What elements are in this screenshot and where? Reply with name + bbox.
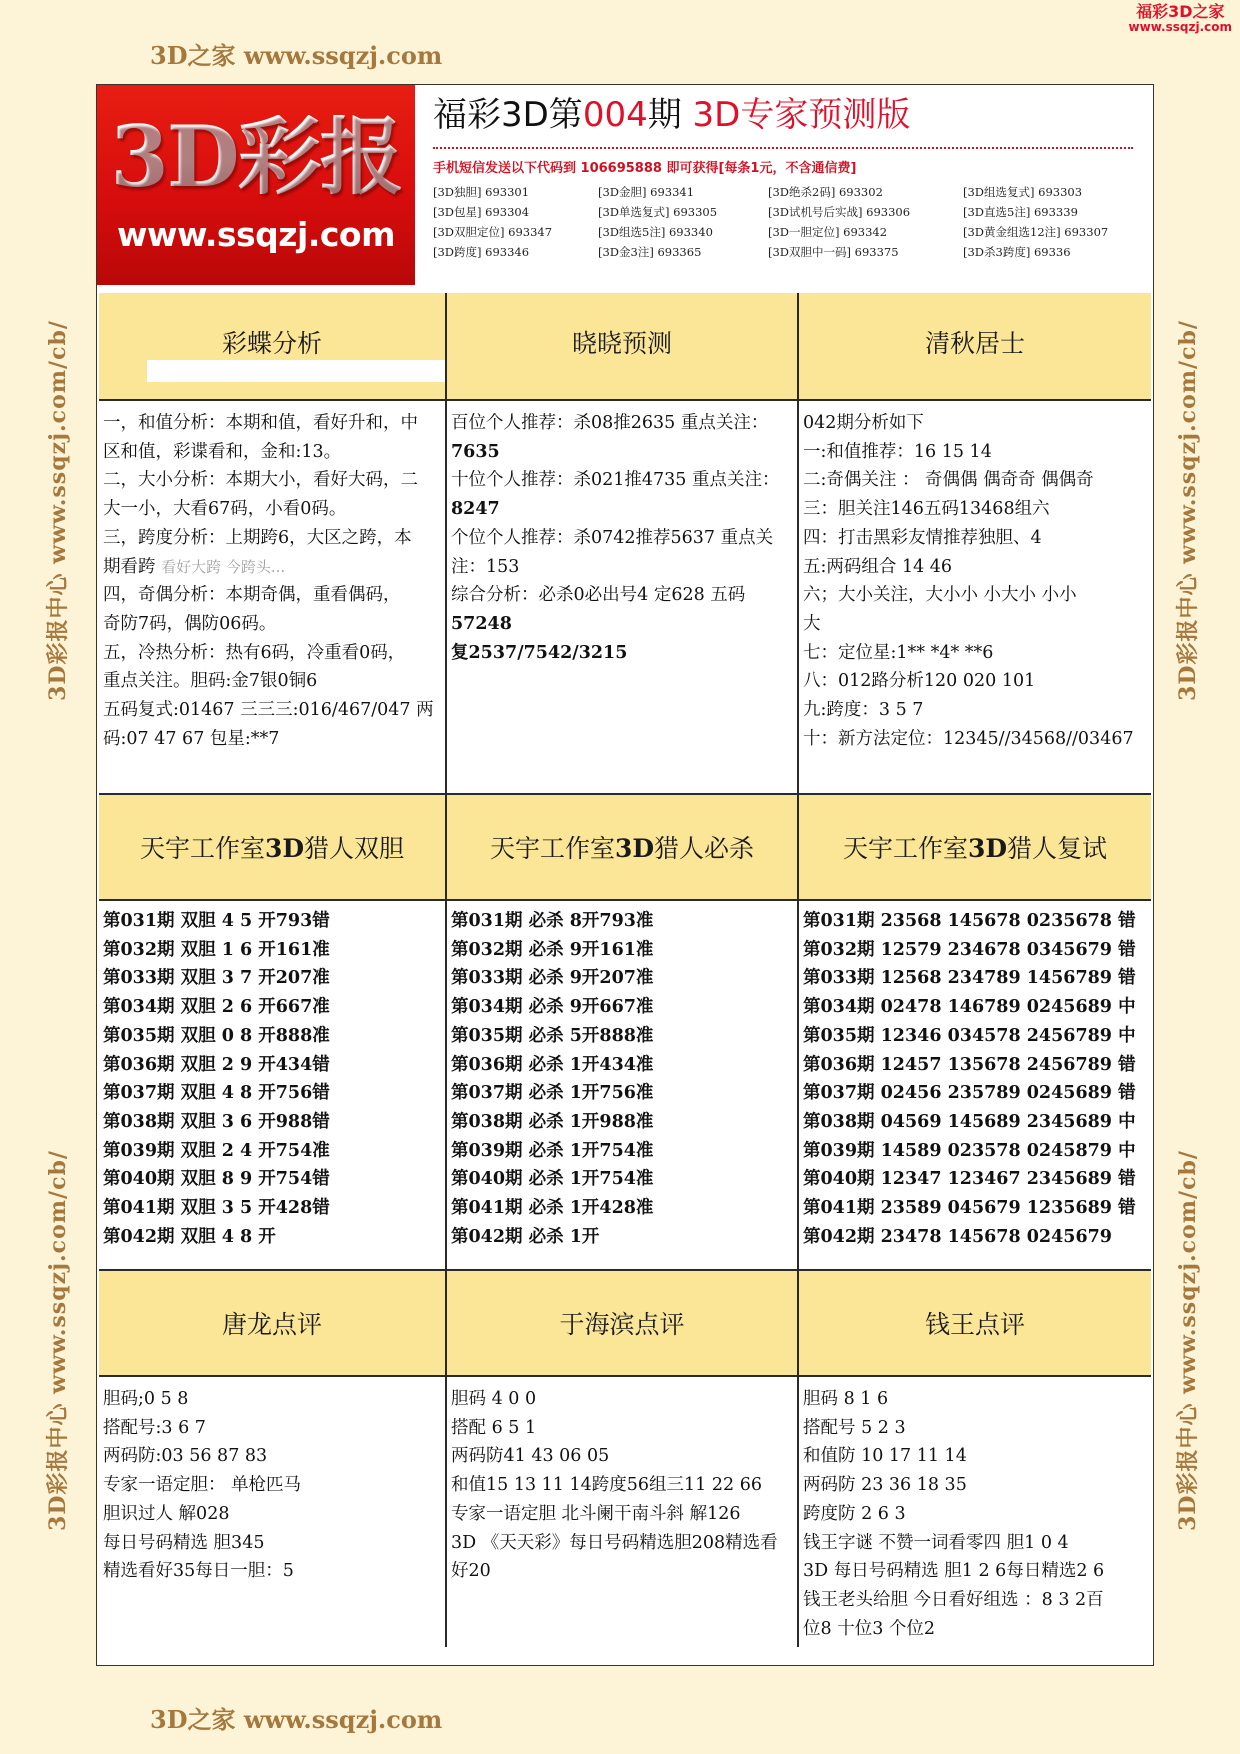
text-line: 一，和值分析：本期和值，看好升和，中 bbox=[103, 413, 418, 433]
side-watermark-left-upper bbox=[36, 250, 76, 770]
section-title: 清秋居士 bbox=[924, 329, 1025, 358]
text-line: 7635 bbox=[451, 441, 500, 462]
brand-url: www.ssqzj.com bbox=[117, 215, 395, 254]
section-body-qianwang bbox=[797, 1377, 1151, 1647]
section-body-qingqiu bbox=[797, 401, 1151, 793]
table-row: 第041期 双胆 3 5 开428错 bbox=[103, 1198, 330, 1219]
section-title: 钱王点评 bbox=[924, 1310, 1025, 1339]
section-body-shuangdan bbox=[99, 901, 445, 1269]
text-line: 三：胆关注146五码13468组六 bbox=[803, 499, 1050, 520]
section-header-qingqiu bbox=[797, 293, 1151, 401]
section-title: 彩蝶分析 bbox=[221, 329, 322, 358]
table-row: 第034期 02478 146789 0245689 中 bbox=[803, 997, 1136, 1018]
text-line: 钱王老头给胆 今日看好组选 ：8 3 2百 bbox=[803, 1589, 1104, 1610]
section-body-fushi bbox=[797, 901, 1151, 1269]
edition-label: 3D专家预测版 bbox=[692, 95, 911, 135]
corner-logo-title: 福彩3D之家 bbox=[1136, 2, 1225, 21]
section-header-qianwang bbox=[797, 1269, 1151, 1377]
section-header-xiaoxiao bbox=[445, 293, 797, 401]
text-line: 五:两码组合 14 46 bbox=[803, 556, 953, 577]
text-line: 个位个人推荐：杀0742推荐5637 重点关 bbox=[451, 527, 774, 548]
table-row: 第036期 12457 135678 2456789 错 bbox=[803, 1054, 1136, 1075]
sms-code: [3D黄金组选12注] 693307 bbox=[963, 225, 1109, 239]
table-row: 第038期 04569 145689 2345689 中 bbox=[803, 1111, 1136, 1132]
text-line: 七：定位星:1** *4* **6 bbox=[803, 642, 994, 663]
text-line: 57248 bbox=[451, 613, 512, 634]
text-line: 奇防7码，偶防06码。 bbox=[103, 613, 277, 634]
text-line: 搭配 6 5 1 bbox=[451, 1417, 537, 1438]
text-line: 八：012路分析120 020 101 bbox=[803, 671, 1036, 692]
corner-logo bbox=[1129, 4, 1232, 33]
brand-title: 3D彩报 bbox=[97, 115, 415, 199]
brand-block bbox=[97, 85, 415, 285]
section-header-caidie bbox=[99, 293, 445, 401]
text-line: 042期分析如下 bbox=[803, 413, 924, 433]
table-row: 第040期 12347 123467 2345689 错 bbox=[803, 1169, 1136, 1190]
section-title: 唐龙点评 bbox=[221, 1310, 322, 1339]
text-line: 四，奇偶分析：本期奇偶，重看偶码， bbox=[103, 585, 401, 606]
sms-code: [3D双胆定位] 693347 bbox=[433, 225, 553, 239]
watermark-bottom: 3D之家 www.ssqzj.com bbox=[150, 1705, 443, 1734]
sms-code: [3D绝杀2码] 693302 bbox=[768, 185, 883, 199]
side-watermark-text: 3D彩报中心 www.ssqzj.com/cb/ bbox=[44, 319, 71, 701]
table-row: 第032期 双胆 1 6 开161准 bbox=[103, 939, 330, 960]
table-row: 第042期 必杀 1开 bbox=[451, 1226, 600, 1247]
text-line: 和值15 13 11 14跨度56组三11 22 66 bbox=[451, 1475, 762, 1496]
sms-code: [3D杀3跨度] 69336 bbox=[963, 245, 1071, 259]
text-line: 每日号码精选 胆345 bbox=[103, 1532, 265, 1553]
text-fragment: 期看跨 bbox=[103, 556, 156, 577]
table-row: 第038期 双胆 3 6 开988错 bbox=[103, 1111, 330, 1132]
white-overlay-bar bbox=[147, 360, 452, 382]
sms-code: [3D包星] 693304 bbox=[433, 205, 530, 219]
section-title: 天宇工作室3D猎人复试 bbox=[842, 834, 1108, 863]
sms-code: [3D跨度] 693346 bbox=[433, 245, 530, 259]
table-row: 第040期 双胆 8 9 开754错 bbox=[103, 1169, 330, 1190]
table-row: 第042期 23478 145678 0245679 bbox=[803, 1226, 1112, 1247]
table-row: 第037期 双胆 4 8 开756错 bbox=[103, 1083, 330, 1104]
text-line: 3D 《天天彩》每日号码精选胆208精选看 bbox=[451, 1532, 778, 1553]
text-line: 五，冷热分析：热有6码，冷重看0码， bbox=[103, 642, 406, 663]
table-row: 第038期 必杀 1开988准 bbox=[451, 1111, 654, 1132]
table-row: 第041期 23589 045679 1235689 错 bbox=[803, 1198, 1136, 1219]
table-row: 第036期 双胆 2 9 开434错 bbox=[103, 1054, 330, 1075]
table-row: 第037期 02456 235789 0245689 错 bbox=[803, 1083, 1136, 1104]
table-row: 第039期 必杀 1开754准 bbox=[451, 1140, 654, 1161]
text-line: 十：新方法定位：12345//34568//03467 bbox=[803, 728, 1134, 749]
sms-code: [3D试机号后实战] 693306 bbox=[768, 205, 911, 219]
text-line: 百位个人推荐：杀08推2635 重点关注： bbox=[451, 413, 769, 433]
text-line: 搭配号 5 2 3 bbox=[803, 1417, 906, 1438]
sms-code: [3D单选复式] 693305 bbox=[598, 205, 718, 219]
section-body-caidie bbox=[99, 401, 445, 793]
sms-code: [3D一胆定位] 693342 bbox=[768, 225, 888, 239]
side-watermark-text: 3D彩报中心 www.ssqzj.com/cb/ bbox=[44, 1149, 71, 1531]
section-body-bisha bbox=[445, 901, 797, 1269]
table-row: 第035期 必杀 5开888准 bbox=[451, 1025, 654, 1046]
text-line bbox=[103, 553, 441, 582]
table-row: 第031期 必杀 8开793准 bbox=[451, 911, 654, 931]
section-header-bisha bbox=[445, 793, 797, 901]
sms-code: [3D组选5注] 693340 bbox=[598, 225, 713, 239]
sms-code: [3D组选复式] 693303 bbox=[963, 185, 1083, 199]
obscured-text: 看好大跨 今跨头... bbox=[161, 557, 286, 576]
issue-number: 004 bbox=[582, 95, 648, 135]
text-line: 二，大小分析：本期大小，看好大码，二 bbox=[103, 470, 418, 491]
side-watermark-right-lower bbox=[1166, 1080, 1206, 1600]
section-body-tanglong bbox=[99, 1377, 445, 1647]
section-header-fushi bbox=[797, 793, 1151, 901]
text-line: 四：打击黑彩友情推荐独胆、4 bbox=[803, 527, 1042, 548]
sms-code: [3D独胆] 693301 bbox=[433, 185, 530, 199]
text-line: 六；大小关注，大小小 小大小 小小 bbox=[803, 585, 1077, 606]
sms-code: [3D直选5注] 693339 bbox=[963, 205, 1078, 219]
text-line: 位8 十位3 个位2 bbox=[803, 1618, 936, 1639]
dotted-divider bbox=[433, 147, 1133, 149]
sms-code-list bbox=[433, 184, 1143, 260]
text-line: 区和值，彩谍看和，金和:13。 bbox=[103, 441, 342, 462]
side-watermark-text: 3D彩报中心 www.ssqzj.com/cb/ bbox=[1174, 319, 1201, 701]
text-line: 胆码 8 1 6 bbox=[803, 1389, 889, 1409]
sms-code: [3D双胆中一码] 693375 bbox=[768, 245, 899, 259]
table-row: 第034期 双胆 2 6 开667准 bbox=[103, 997, 330, 1018]
section-title: 天宇工作室3D猎人双胆 bbox=[139, 834, 405, 863]
watermark-top: 3D之家 www.ssqzj.com bbox=[150, 41, 443, 70]
table-row: 第042期 双胆 4 8 开 bbox=[103, 1226, 276, 1247]
table-row: 第032期 12579 234678 0345679 错 bbox=[803, 939, 1136, 960]
text-line: 重点关注。胆码:金7银0铜6 bbox=[103, 671, 318, 692]
table-row: 第041期 必杀 1开428准 bbox=[451, 1198, 654, 1219]
headline-suffix: 期 bbox=[647, 95, 682, 135]
text-line: 注：153 bbox=[451, 556, 520, 577]
text-line: 胆码;0 5 8 bbox=[103, 1389, 189, 1409]
table-row: 第036期 必杀 1开434准 bbox=[451, 1054, 654, 1075]
sms-code: [3D金3注] 693365 bbox=[598, 245, 702, 259]
side-watermark-left-lower bbox=[36, 1080, 76, 1600]
section-body-yuhaibin bbox=[445, 1377, 797, 1647]
text-line: 胆码 4 0 0 bbox=[451, 1389, 537, 1409]
section-header-yuhaibin bbox=[445, 1269, 797, 1377]
prediction-grid bbox=[99, 293, 1151, 1647]
text-line: 大 bbox=[803, 613, 821, 634]
text-line: 十位个人推荐：杀021推4735 重点关注： bbox=[451, 470, 780, 491]
section-header-tanglong bbox=[99, 1269, 445, 1377]
side-watermark-text: 3D彩报中心 www.ssqzj.com/cb/ bbox=[1174, 1149, 1201, 1531]
table-row: 第035期 双胆 0 8 开888准 bbox=[103, 1025, 330, 1046]
text-line: 两码防:03 56 87 83 bbox=[103, 1446, 268, 1467]
corner-logo-url: www.ssqzj.com bbox=[1128, 19, 1232, 34]
masthead-info bbox=[433, 93, 1143, 260]
text-line: 五码复式:01467 三三三:016/467/047 两 bbox=[103, 700, 434, 721]
table-row: 第031期 23568 145678 0235678 错 bbox=[803, 911, 1136, 931]
text-line: 复2537/7542/3215 bbox=[451, 642, 628, 663]
text-line: 专家一语定胆： 单枪匹马 bbox=[103, 1475, 302, 1496]
text-line: 三，跨度分析：上期跨6，大区之跨，本 bbox=[103, 527, 412, 548]
text-line: 搭配号:3 6 7 bbox=[103, 1417, 206, 1438]
section-title: 晓晓预测 bbox=[571, 329, 672, 358]
text-line: 跨度防 2 6 3 bbox=[803, 1503, 906, 1524]
section-body-xiaoxiao bbox=[445, 401, 797, 793]
text-line: 钱王字谜 不赞一词看零四 胆1 0 4 bbox=[803, 1532, 1069, 1553]
masthead bbox=[97, 85, 1153, 285]
newspaper-sheet bbox=[96, 84, 1154, 1666]
side-watermark-right-upper bbox=[1166, 250, 1206, 770]
text-line: 二:奇偶关注 ： 奇偶偶 偶奇奇 偶偶奇 bbox=[803, 470, 1094, 491]
text-line: 综合分析：必杀0必出号4 定628 五码 bbox=[451, 585, 746, 606]
text-line: 8247 bbox=[451, 499, 500, 520]
text-line: 九:跨度：3 5 7 bbox=[803, 700, 924, 721]
text-line: 3D 每日号码精选 胆1 2 6每日精选2 6 bbox=[803, 1561, 1105, 1582]
text-line: 精选看好35每日一胆：5 bbox=[103, 1561, 294, 1582]
table-row: 第031期 双胆 4 5 开793错 bbox=[103, 911, 330, 931]
table-row: 第039期 14589 023578 0245879 中 bbox=[803, 1140, 1136, 1161]
text-line: 两码防41 43 06 05 bbox=[451, 1446, 610, 1467]
headline-prefix: 福彩3D第 bbox=[433, 95, 583, 135]
section-header-shuangdan bbox=[99, 793, 445, 901]
text-line: 一:和值推荐：16 15 14 bbox=[803, 441, 992, 462]
table-row: 第037期 必杀 1开756准 bbox=[451, 1083, 654, 1104]
table-row: 第040期 必杀 1开754准 bbox=[451, 1169, 654, 1190]
headline bbox=[433, 93, 1143, 137]
sms-notice: 手机短信发送以下代码到 106695888 即可获得[每条1元，不含通信费] bbox=[433, 161, 857, 176]
text-line: 专家一语定胆 北斗阑干南斗斜 解126 bbox=[451, 1503, 741, 1524]
table-row: 第033期 12568 234789 1456789 错 bbox=[803, 968, 1136, 989]
section-title: 天宇工作室3D猎人必杀 bbox=[489, 834, 755, 863]
section-title: 于海滨点评 bbox=[559, 1310, 685, 1339]
table-row: 第039期 双胆 2 4 开754准 bbox=[103, 1140, 330, 1161]
table-row: 第033期 必杀 9开207准 bbox=[451, 968, 654, 989]
sms-code: [3D金胆] 693341 bbox=[598, 185, 695, 199]
text-line: 胆识过人 解028 bbox=[103, 1503, 230, 1524]
text-line: 大一小，大看67码，小看0码。 bbox=[103, 499, 347, 520]
text-line: 和值防 10 17 11 14 bbox=[803, 1446, 967, 1467]
text-line: 码:07 47 67 包星:**7 bbox=[103, 728, 280, 749]
table-row: 第032期 必杀 9开161准 bbox=[451, 939, 654, 960]
text-line: 好20 bbox=[451, 1561, 491, 1582]
text-line: 两码防 23 36 18 35 bbox=[803, 1475, 967, 1496]
table-row: 第035期 12346 034578 2456789 中 bbox=[803, 1025, 1136, 1046]
table-row: 第033期 双胆 3 7 开207准 bbox=[103, 968, 330, 989]
table-row: 第034期 必杀 9开667准 bbox=[451, 997, 654, 1018]
